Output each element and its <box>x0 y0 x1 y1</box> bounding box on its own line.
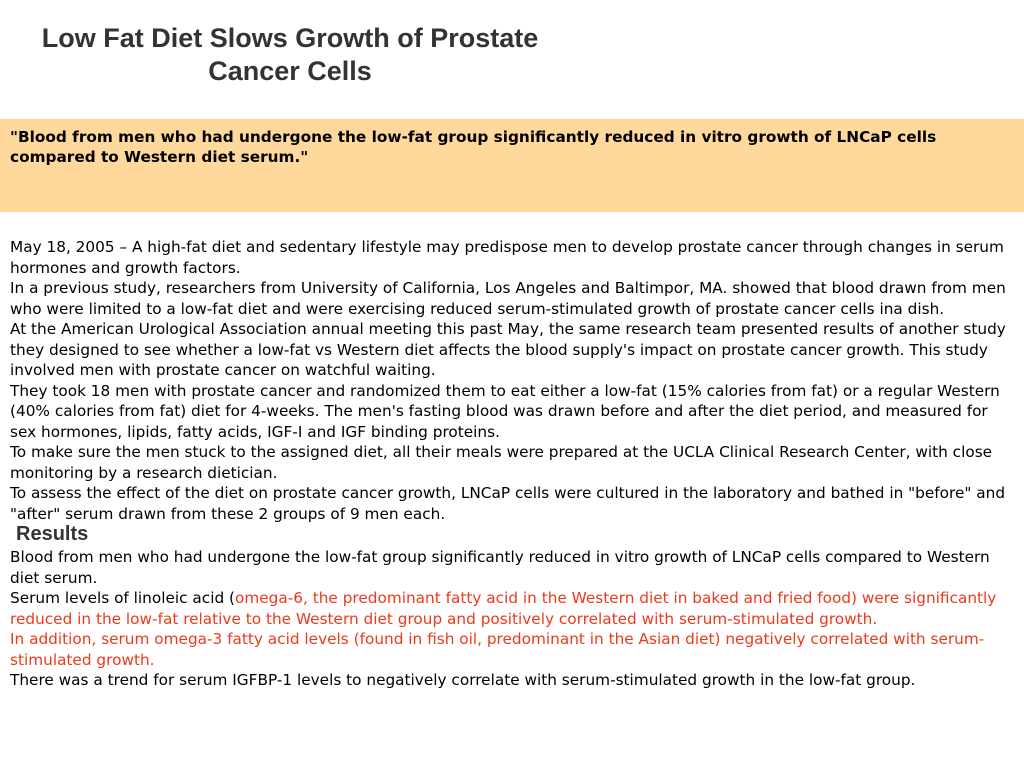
paragraph: At the American Urological Association annual meeting this past May, the same research team presented results of another study they designed to see whether a low-fat vs Western diet affects the blood supply's impact on prostate cancer growth. This study involved men with prostate cancer on watchful waiting. <box>10 320 1006 379</box>
banner-quote: "Blood from men who had undergone the low-fat group significantly reduced in vitro growth of LNCaP cells compared to Western diet serum." <box>10 128 937 166</box>
paragraph: To assess the effect of the diet on prostate cancer growth, LNCaP cells were cultured in the laboratory and bathed in "before" and "after" serum drawn from these 2 groups of 9 men each. <box>10 484 1006 523</box>
paragraph: To make sure the men stuck to the assigned diet, all their meals were prepared at the UCLA Clinical Research Center, with close monitoring by a research dietician. <box>10 443 993 482</box>
paragraph: May 18, 2005 – A high-fat diet and sedentary lifestyle may predispose men to develop prostate cancer through changes in serum hormones and growth factors. <box>10 238 1004 277</box>
paragraph: In a previous study, researchers from University of California, Los Angeles and Baltimpor, MA. showed that blood drawn from men who were limited to a low-fat diet and were exercising reduced serum-stimulated growth of prostate cancer cells ina dish. <box>10 279 1006 318</box>
article-body <box>10 237 1018 691</box>
page-title <box>12 22 568 88</box>
results-paragraph-igfbp: There was a trend for serum IGFBP-1 levels to negatively correlate with serum-stimulated growth in the low-fat group. <box>10 671 916 689</box>
title-line-2: Cancer Cells <box>208 56 372 86</box>
title-line-1: Low Fat Diet Slows Growth of Prostate <box>41 23 539 53</box>
quote-banner <box>0 119 1024 212</box>
results-paragraph-linoleic <box>10 588 1018 629</box>
results-paragraph: Blood from men who had undergone the low-fat group significantly reduced in vitro growth of LNCaP cells compared to Western diet serum. <box>10 548 990 587</box>
linoleic-highlight: omega-6, the predominant fatty acid in the Western diet in baked and fried food) were significantly reduced in the low-fat relative to the Western diet group and positively correlated with serum-stimulated growth. <box>10 589 997 628</box>
results-paragraph-omega3: In addition, serum omega-3 fatty acid levels (found in fish oil, predominant in the Asian diet) negatively correlated with serum-stimulated growth. <box>10 630 985 669</box>
paragraph: They took 18 men with prostate cancer and randomized them to eat either a low-fat (15% calories from fat) or a regular Western (40% calories from fat) diet for 4-weeks. The men's fasting blood was drawn before and after the diet period, and measured for sex hormones, lipids, fatty acids, IGF-I and IGF binding proteins. <box>10 381 1000 441</box>
linoleic-intro: Serum levels of linoleic acid ( <box>10 589 235 607</box>
results-heading: Results <box>16 523 89 545</box>
